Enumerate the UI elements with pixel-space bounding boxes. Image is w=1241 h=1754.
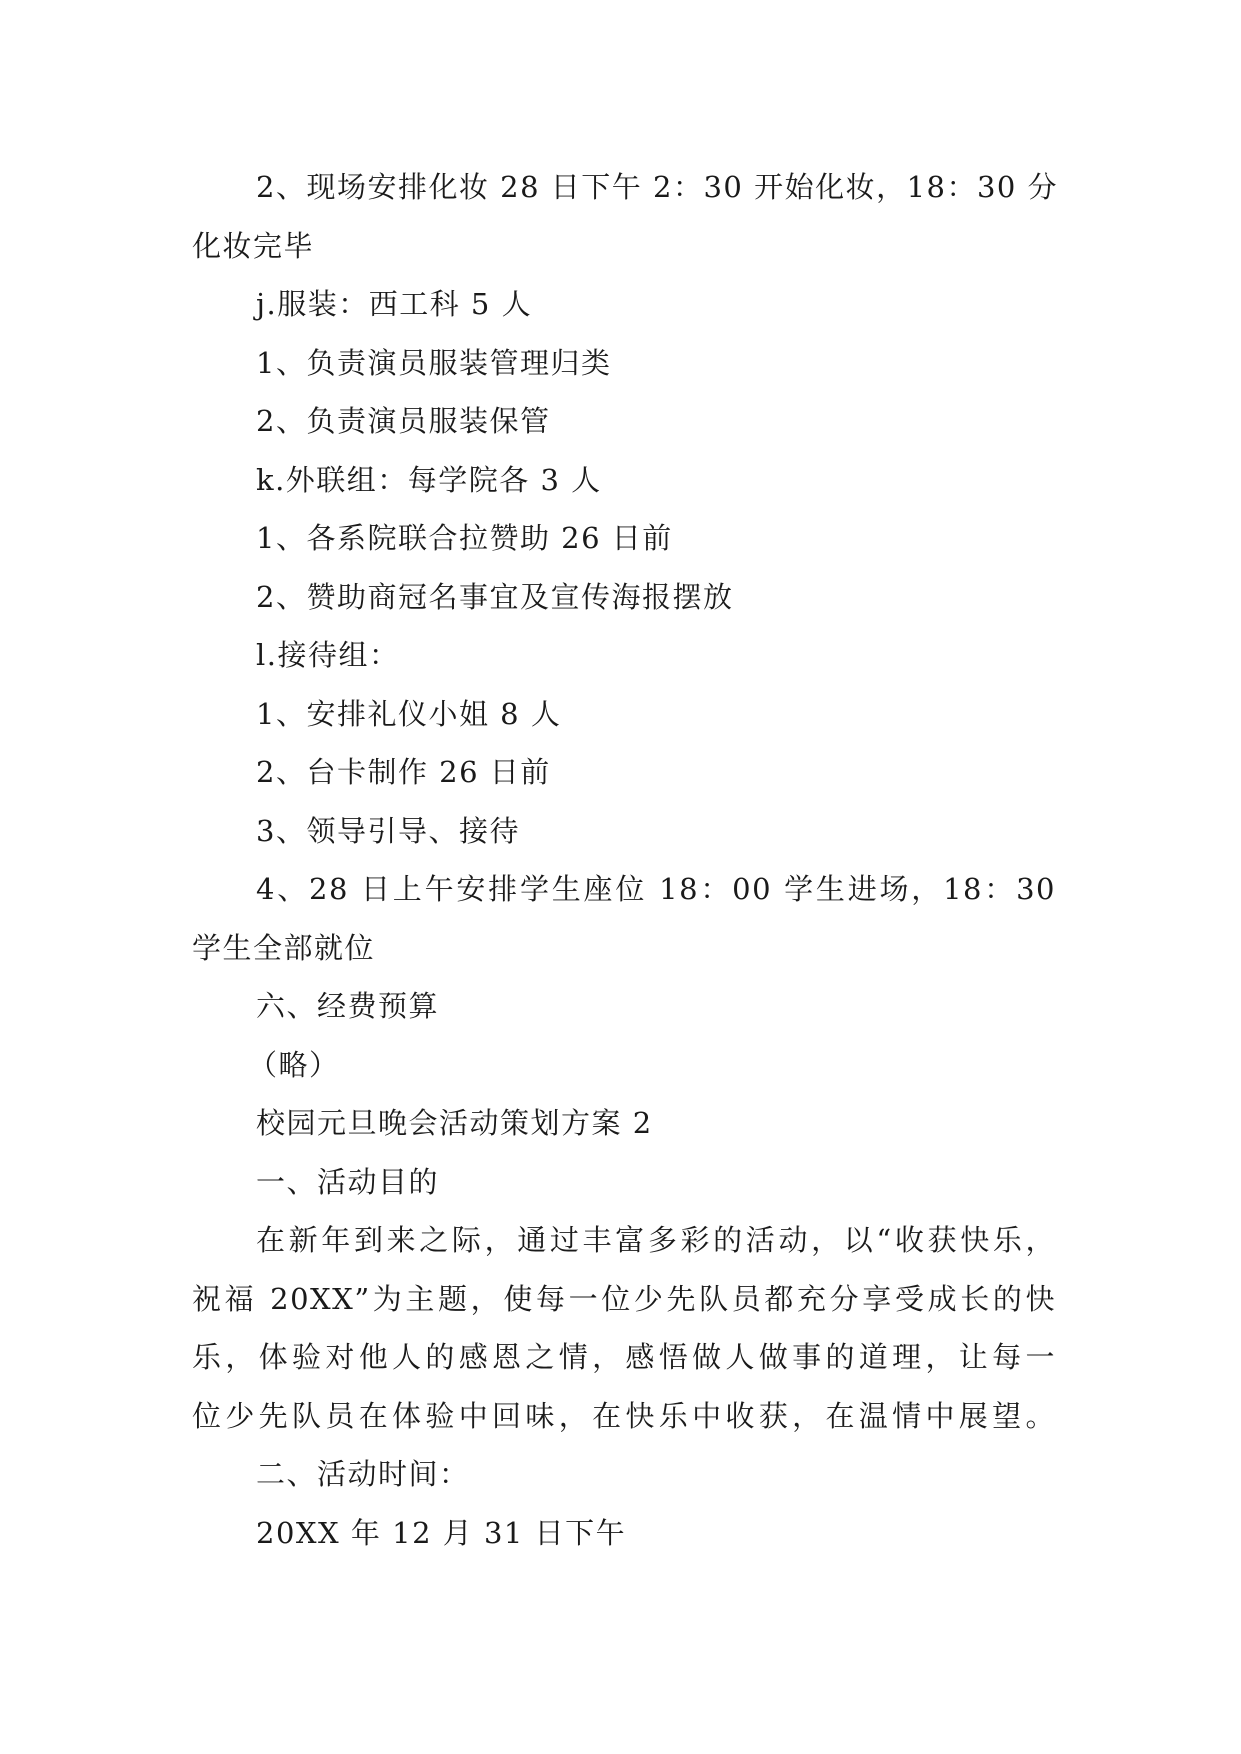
event-date: 20XX 年 12 月 31 日下午 xyxy=(256,1515,627,1550)
list-item: 2、赞助商冠名事宜及宣传海报摆放 xyxy=(256,579,734,614)
paragraph-purpose-cont: 位少先队员在体验中回味，在快乐中收获，在温情中展望。 xyxy=(192,1398,1056,1433)
section-heading-time: 二、活动时间： xyxy=(256,1457,470,1491)
paragraph-makeup-schedule-cont: 化妆完毕 xyxy=(192,228,315,263)
list-item: 4、28 日上午安排学生座位 18：00 学生进场，18：30 xyxy=(256,872,1056,906)
budget-note: （略） xyxy=(248,1047,340,1082)
list-item: 2、负责演员服装保管 xyxy=(256,404,551,438)
list-item: 1、各系院联合拉赞助 26 日前 xyxy=(256,521,673,555)
paragraph-purpose-cont: 祝福 20XX”为主题，使每一位少先队员都充分享受成长的快 xyxy=(192,1281,1056,1316)
document-body xyxy=(192,158,1059,1562)
paragraph-makeup-schedule: 2、现场安排化妆 28 日下午 2：30 开始化妆，18：30 分 xyxy=(256,170,1059,204)
paragraph-purpose-cont: 乐，体验对他人的感恩之情，感悟做人做事的道理，让每一 xyxy=(192,1340,1056,1374)
list-item: 1、安排礼仪小姐 8 人 xyxy=(256,696,562,731)
list-item: 2、台卡制作 26 日前 xyxy=(256,755,551,789)
heading-costume: j.服装：西工科 5 人 xyxy=(256,287,533,321)
section-heading-budget: 六、经费预算 xyxy=(256,989,440,1023)
paragraph-purpose: 在新年到来之际，通过丰富多彩的活动，以“收获快乐， xyxy=(256,1223,1056,1257)
section-heading-purpose: 一、活动目的 xyxy=(256,1164,440,1199)
heading-reception: l.接待组： xyxy=(256,638,400,672)
plan-title: 校园元旦晚会活动策划方案 2 xyxy=(256,1106,653,1140)
heading-liaison: k.外联组：每学院各 3 人 xyxy=(256,462,602,497)
list-item-cont: 学生全部就位 xyxy=(192,930,376,965)
list-item: 1、负责演员服装管理归类 xyxy=(256,345,612,380)
list-item: 3、领导引导、接待 xyxy=(256,813,520,848)
